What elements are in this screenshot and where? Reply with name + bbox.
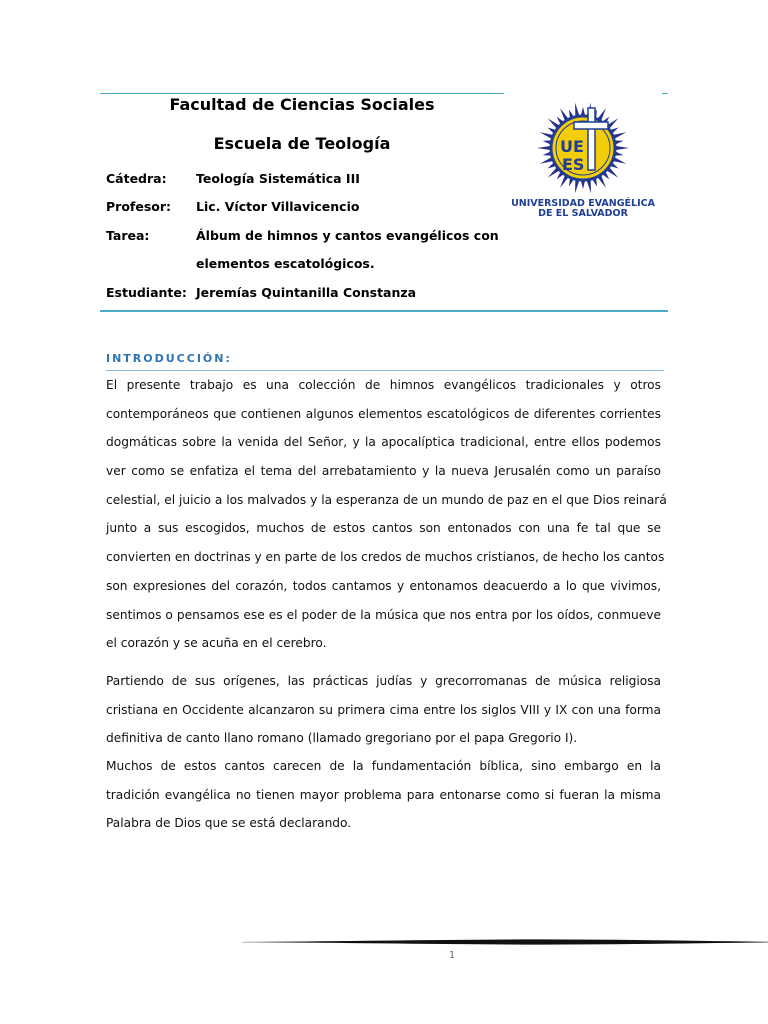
sun-ray-icon [537,146,550,150]
sun-ray-icon [540,132,553,138]
svg-text:UE: UE [560,137,584,156]
text-line: sentimos o pensamos ese es el poder de la música que nos entra por los oídos, conmueve [106,607,661,622]
info-label: Estudiante: [106,285,187,300]
svg-text:ES: ES [562,155,585,174]
info-value: Lic. Víctor Villavicencio [196,199,360,214]
text-line: ver como se enfatiza el tema del arrebatamiento y la nueva Jerusalén como un paraíso [106,464,661,479]
info-value: Jeremías Quintanilla Constanza [196,285,417,300]
faculty-title: Facultad de Ciencias Sociales [169,95,435,114]
text-line: junto a sus escogidos, muchos de estos cantos son entonados con una fe tal que se [106,521,661,536]
sun-ray-icon [581,181,585,189]
text-line: definitiva de canto llano romano (llamado gregoriano por el papa Gregorio I). [106,731,578,746]
sun-ray-icon [543,140,551,144]
page-number: 1 [448,950,456,961]
header-bottom-rule [100,310,668,312]
sun-ray-icon [575,180,579,193]
sun-ray-icon [543,152,551,156]
info-value: Álbum de himnos y cantos evangélicos con [196,228,499,243]
text-line: contemporáneos que contienen algunos elementos escatológicos de diferentes corrientes [106,406,661,421]
text-line: Palabra de Dios que se está declarando. [106,816,352,831]
text-line: El presente trabajo es una colección de himnos evangélicos tradicionales y otros [106,378,661,392]
sun-ray-icon [587,180,591,193]
text-line: celestial, el juicio a los malvados y la esperanza de un mundo de paz en el que Dios reinará [106,492,667,507]
paragraph-foundation [106,752,661,838]
sun-ray-icon [615,140,623,144]
logo-university-line1: UNIVERSIDAD EVANGÉLICA [511,198,655,209]
text-line: tradición evangélica no tienen mayor problema para entonarse como si fueran la misma [106,787,661,802]
text-line: son expresiones del corazón, todos cantamos y entonamos deacuerdo a lo que vivimos, [106,578,661,593]
text-line: dogmáticas sobre la venida del Señor, y la apocalíptica tradicional, entre ellos podemos [106,435,661,450]
section-heading: INTRODUCCIÓN: [106,352,232,365]
header-top-rule-tick [662,93,668,94]
sun-ray-icon [615,152,623,156]
text-line: Partiendo de sus orígenes, las prácticas judías y grecorromanas de música religiosa [106,674,661,688]
paragraph-intro [106,371,667,658]
info-label: Cátedra: [106,171,167,186]
info-label: Tarea: [106,228,150,243]
info-value: elementos escatológicos. [196,256,375,271]
sun-cross-emblem-icon [508,98,658,198]
sun-ray-icon [613,132,626,138]
info-label: Profesor: [106,199,172,214]
sun-ray-icon [575,103,579,116]
text-line: Muchos de estos cantos carecen de la fundamentación bíblica, sino embargo en la [106,759,661,773]
info-value: Teología Sistemática III [196,171,360,186]
text-line: convierten en doctrinas y en parte de los credos de muchos cristianos, de hecho los cantos [106,550,665,565]
header-top-rule [100,93,504,94]
paragraph-origins [106,667,661,753]
sun-ray-icon [613,157,626,163]
footer-rule [242,938,768,946]
school-title: Escuela de Teología [213,134,391,153]
sun-ray-icon [616,146,629,150]
logo-university-line2: DE EL SALVADOR [538,208,628,219]
sun-ray-icon [581,107,585,115]
sun-ray-icon [540,157,553,163]
text-line: cristiana en Occidente alcanzaron su primera cima entre los siglos VIII y IX con una forma [106,702,661,717]
university-logo [508,98,658,222]
text-line: el corazón y se acuña en el cerebro. [106,636,327,651]
